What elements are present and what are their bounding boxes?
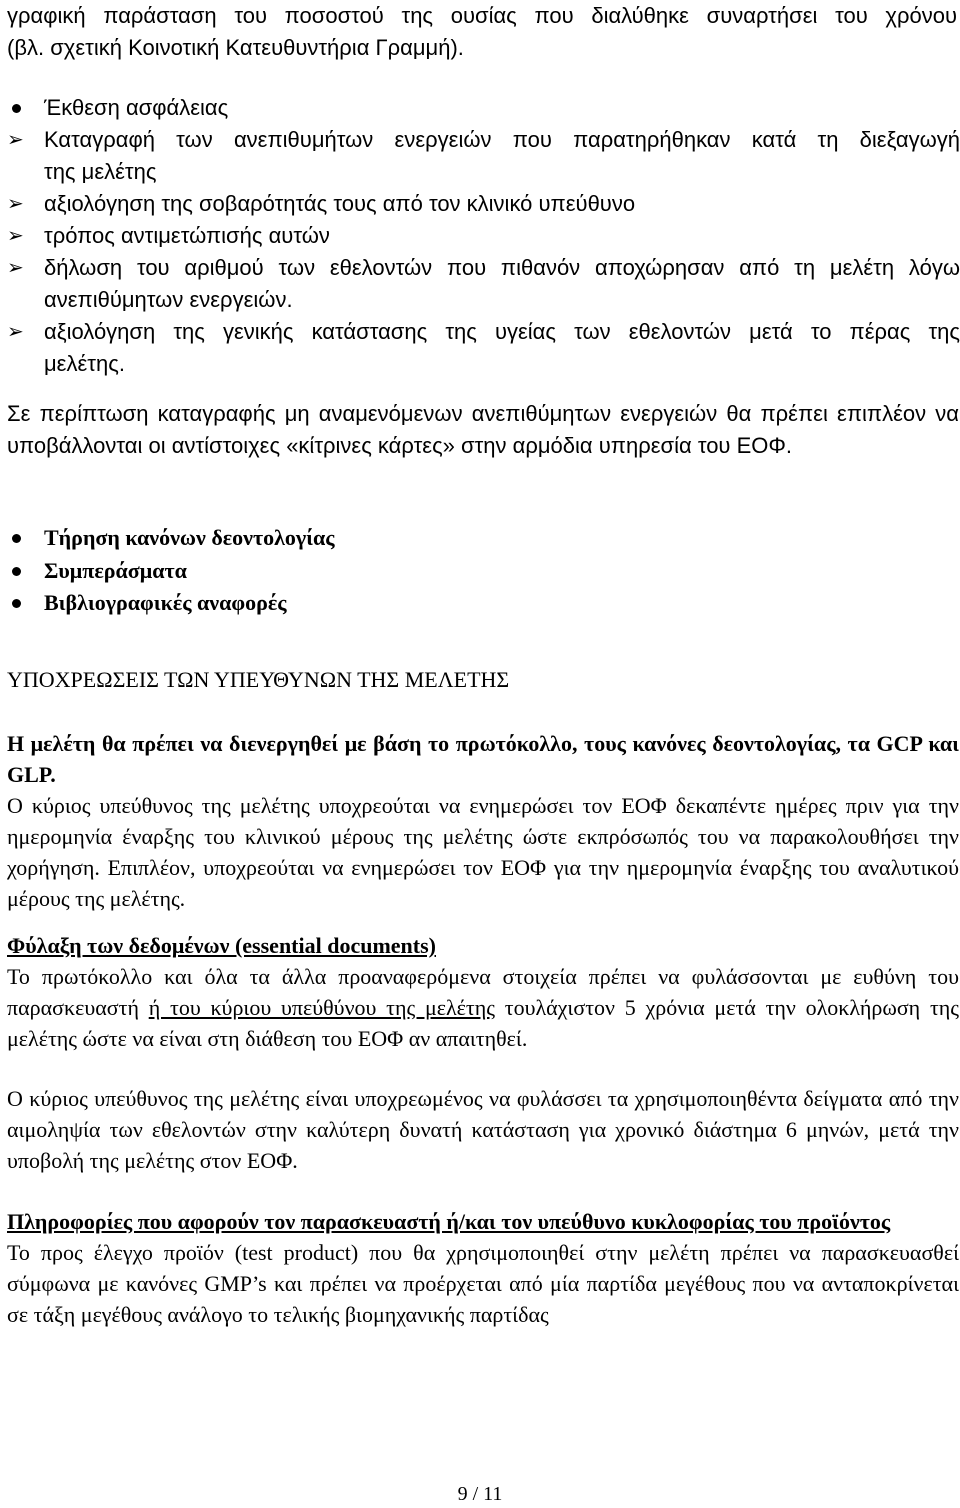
obligations-text: Ο κύριος υπεύθυνος της μελέτης υποχρεούται να ενημερώσει τον ΕΟΦ δεκαπέντε ημέρες πριν για την ημερομηνία έναρξης του κλινικού μέρους της μελέτης ώστε εκπρόσωπός του να παρακολουθήσει την χορήγηση. Επιπλέον, υποχρεούται να ενημερώσει τον ΕΟΦ για την ημερομηνία έναρξης του αναλυτικού μέρους της μελέτης. — [7, 793, 959, 911]
arrow-bullet-icon: ➢ — [7, 129, 24, 151]
section-title: ΥΠΟΧΡΕΩΣΕΙΣ ΤΩΝ ΥΠΕΥΘΥΝΩΝ ΤΗΣ ΜΕΛΕΤΗΣ — [7, 667, 510, 692]
safety-item — [0, 220, 960, 252]
bullet-item — [0, 522, 960, 554]
arrow-bullet-icon: ➢ — [7, 225, 24, 247]
obligations-block — [7, 728, 959, 914]
arrow-bullet-icon: ➢ — [7, 193, 24, 215]
storage-text-before: Το πρωτόκολλο και όλα τα άλλα προαναφερόμενα στοιχεία πρέπει να φυλάσσονται με ευθύνη του παρασκευαστή — [7, 964, 959, 1020]
storage-block — [7, 930, 959, 1054]
obligations-bold: Η μελέτη θα πρέπει να διενεργηθεί με βάση το πρωτόκολλο, τους κανόνες δεοντολογίας, τα GCP και GLP. — [7, 731, 959, 787]
safety-item-text: αξιολόγηση της γενικής κατάστασης της υγείας των εθελοντών μετά το πέρας της — [44, 319, 960, 344]
samples-text: Ο κύριος υπεύθυνος της μελέτης είναι υποχρεωμένος να φυλάσσει τα χρησιμοποιηθέντα δείγματα από την αιμοληψία των εθελοντών στην καλύτερη δυνατή κατάσταση για χρονικό διάστημα 6 μηνών, μετά την υποβολή της μελέτης στον ΕΟΦ. — [7, 1086, 959, 1173]
safety-item-text: ανεπιθύμητων ενεργειών. — [44, 287, 293, 312]
storage-text — [7, 961, 959, 1054]
safety-item-continued — [0, 348, 960, 380]
intro-line-2 — [0, 32, 960, 64]
yellow-card-paragraph: Σε περίπτωση καταγραφής μη αναμενόμενων ανεπιθύμητων ενεργειών θα πρέπει επιπλέον να υποβάλλονται οι αντίστοιχες «κίτρινες κάρτες» στην αρμόδια υπηρεσία του ΕΟΦ. — [7, 401, 959, 458]
samples-block — [7, 1083, 959, 1176]
safety-item — [0, 188, 960, 220]
storage-heading: Φύλαξη των δεδομένων (essential documents) — [7, 933, 436, 958]
manufacturer-block — [7, 1206, 959, 1330]
safety-item — [0, 124, 960, 156]
safety-item-text: μελέτης. — [44, 351, 125, 376]
arrow-bullet-icon: ➢ — [7, 321, 24, 343]
bullet-text: Συμπεράσματα — [44, 558, 187, 583]
intro-text-2: (βλ. σχετική Κοινοτική Κατευθυντήρια Γραμμή). — [7, 35, 464, 60]
storage-text-after: τουλάχιστον 5 χρόνια μετά την ολοκλήρωση της μελέτης ώστε να είναι στη διάθεση του ΕΟΦ αν απαιτηθεί. — [7, 995, 960, 1051]
manufacturer-text: Το προς έλεγχο προϊόν (test product) που θα χρησιμοποιηθεί στην μελέτη πρέπει να παρασκευασθεί σύμφωνα με κανόνες GMP’s και πρέπει να προέρχεται από μία παρτίδα μεγέθους που να ανταποκρίνεται σε τάξη μεγέθους ανάλογο το τελικής βιομηχανικής παρτίδας — [7, 1240, 959, 1327]
safety-item-continued — [0, 284, 960, 316]
page-number: 9 / 11 — [457, 1483, 503, 1505]
storage-text-underlined: ή του κύριου υπεύθύνου της μελέτης — [148, 995, 495, 1020]
safety-item — [0, 252, 960, 284]
safety-item-text: δήλωση του αριθμού των εθελοντών που πιθανόν αποχώρησαν από τη μελέτη λόγω — [44, 255, 960, 280]
bullet-item — [0, 587, 960, 619]
safety-item-text: αξιολόγηση της σοβαρότητάς τους από τον κλινικό υπεύθυνο — [44, 191, 636, 216]
bullet-item — [0, 555, 960, 587]
section-title-row — [0, 664, 960, 696]
bullet-text: Τήρηση κανόνων δεοντολογίας — [44, 525, 335, 550]
safety-heading-row — [0, 92, 960, 124]
safety-item-text: Καταγραφή των ανεπιθυμήτων ενεργειών που παρατηρήθηκαν κατά τη διεξαγωγή — [44, 127, 960, 152]
safety-item — [0, 316, 960, 348]
bullet-text: Βιβλιογραφικές αναφορές — [44, 590, 287, 615]
arrow-bullet-icon: ➢ — [7, 257, 24, 279]
manufacturer-heading: Πληροφορίες που αφορούν τον παρασκευαστή ή/και τον υπεύθυνο κυκλοφορίας του προϊόντος — [7, 1209, 891, 1234]
safety-heading: Έκθεση ασφάλειας — [44, 95, 229, 120]
safety-item-text: τρόπος αντιμετώπισής αυτών — [44, 223, 330, 248]
safety-item-text: της μελέτης — [44, 159, 157, 184]
yellow-card-paragraph-block — [7, 398, 959, 462]
intro-line-1 — [0, 0, 960, 32]
intro-text-1: γραφική παράσταση του ποσοστού της ουσίας που διαλύθηκε συναρτήσει του χρόνου — [7, 3, 957, 28]
safety-item-continued — [0, 156, 960, 188]
